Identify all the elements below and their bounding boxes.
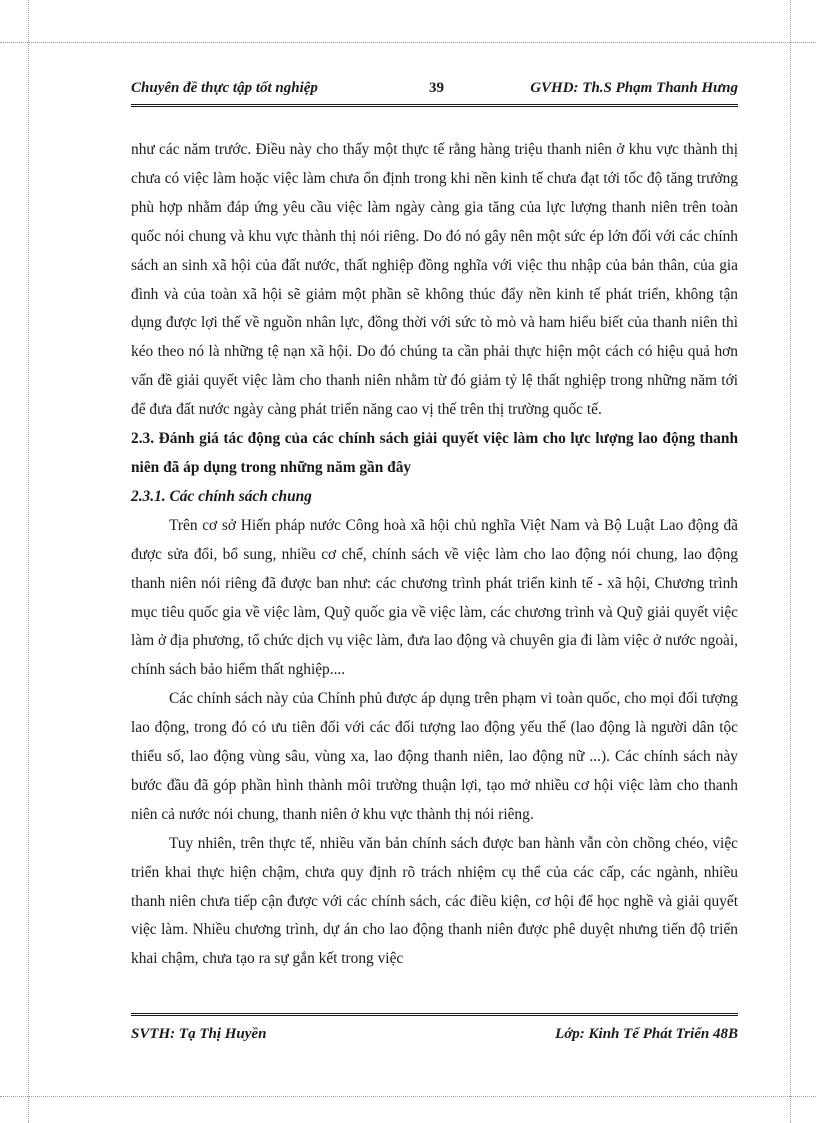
- footer-class: Lớp: Kinh Tế Phát Triển 48B: [555, 1026, 738, 1042]
- crop-mark-top: [0, 42, 816, 43]
- body-paragraph: Trên cơ sở Hiến pháp nước Công hoà xã hội chủ nghĩa Việt Nam và Bộ Luật Lao động đã được sửa đổi, bổ sung, nhiều cơ chế, chính sách về việc làm cho lao động nói chung, lao động thanh niên nói riêng đã được ban như: các chương trình phát triển kinh tế - xã hội, Chương trình mục tiêu quốc gia về việc làm, Quỹ quốc gia về việc làm, các chương trình và Quỹ giải quyết việc làm ở địa phương, tổ chức dịch vụ việc làm, đưa lao động và chuyên gia đi làm việc ở nước ngoài, chính sách bảo hiểm thất nghiệp....: [131, 516, 738, 679]
- document-body: [131, 136, 738, 974]
- footer-rule: [131, 1013, 738, 1020]
- crop-mark-right: [790, 0, 791, 1123]
- page-footer: [131, 1026, 738, 1048]
- footer-student: SVTH: Tạ Thị Huyền: [131, 1026, 267, 1042]
- crop-mark-bottom: [0, 1096, 816, 1097]
- header-rule: [131, 104, 738, 111]
- page-number: 39: [429, 80, 444, 96]
- header-advisor: GVHD: Th.S Phạm Thanh Hưng: [530, 80, 738, 96]
- crop-mark-left: [28, 0, 29, 1123]
- subsection-heading: 2.3.1. Các chính sách chung: [131, 487, 312, 505]
- body-paragraph: Các chính sách này của Chính phủ được áp dụng trên phạm vi toàn quốc, cho mọi đối tượng lao động, trong đó có ưu tiên đối với các đối tượng lao động yếu thế (lao động là người dân tộc thiểu số, lao động vùng sâu, vùng xa, lao động thanh niên, lao động nữ ...). Các chính sách này bước đầu đã góp phần hình thành môi trường thuận lợi, tạo mở nhiều cơ hội việc làm cho thanh niên cả nước nói chung, thanh niên ở khu vực thành thị nói riêng.: [131, 690, 738, 823]
- header-title: Chuyên đề thực tập tốt nghiệp: [131, 80, 318, 96]
- page-header: [131, 80, 738, 102]
- body-paragraph: như các năm trước. Điều này cho thấy một thực tế rằng hàng triệu thanh niên ở khu vực thành thị chưa có việc làm hoặc việc làm chưa ổn định trong khi nền kinh tế chưa đạt tới tốc độ tăng trưởng phù hợp nhằm đáp ứng yêu cầu việc làm ngày càng gia tăng của lực lượng thanh niên trên toàn quốc nói chung và khu vực thành thị nói riêng. Do đó nó gây nên một sức ép lớn đối với các chính sách an sinh xã hội của đất nước, thất nghiệp đồng nghĩa với việc thu nhập của bản thân, của gia đình và của toàn xã hội sẽ giảm một phần sẽ không thúc đẩy nền kinh tế phát triển, không tận dụng được lợi thế về nguồn nhân lực, đồng thời với sức tò mò và ham hiểu biết của thanh niên thì kéo theo nó là những tệ nạn xã hội. Do đó chúng ta cần phải thực hiện một cách có hiệu quả hơn vấn đề giải quyết việc làm cho thanh niên nhằm từ đó giảm tỷ lệ thất nghiệp trong những năm tới để đưa đất nước ngày càng phát triển năng cao vị thế trên thị trường quốc tế.: [131, 141, 738, 419]
- section-heading: 2.3. Đánh giá tác động của các chính sách giải quyết việc làm cho lực lượng lao động thanh niên đã áp dụng trong những năm gần đây: [131, 430, 738, 476]
- body-paragraph: Tuy nhiên, trên thực tế, nhiều văn bản chính sách được ban hành vẫn còn chồng chéo, việc triển khai thực hiện chậm, chưa quy định rõ trách nhiệm cụ thể của các cấp, các ngành, nhiều thanh niên chưa tiếp cận được với các chính sách, các điều kiện, cơ hội để học nghề và giải quyết việc làm. Nhiều chương trình, dự án cho lao động thanh niên được phê duyệt nhưng tiến độ triển khai chậm, chưa tạo ra sự gắn kết trong việc: [131, 834, 738, 968]
